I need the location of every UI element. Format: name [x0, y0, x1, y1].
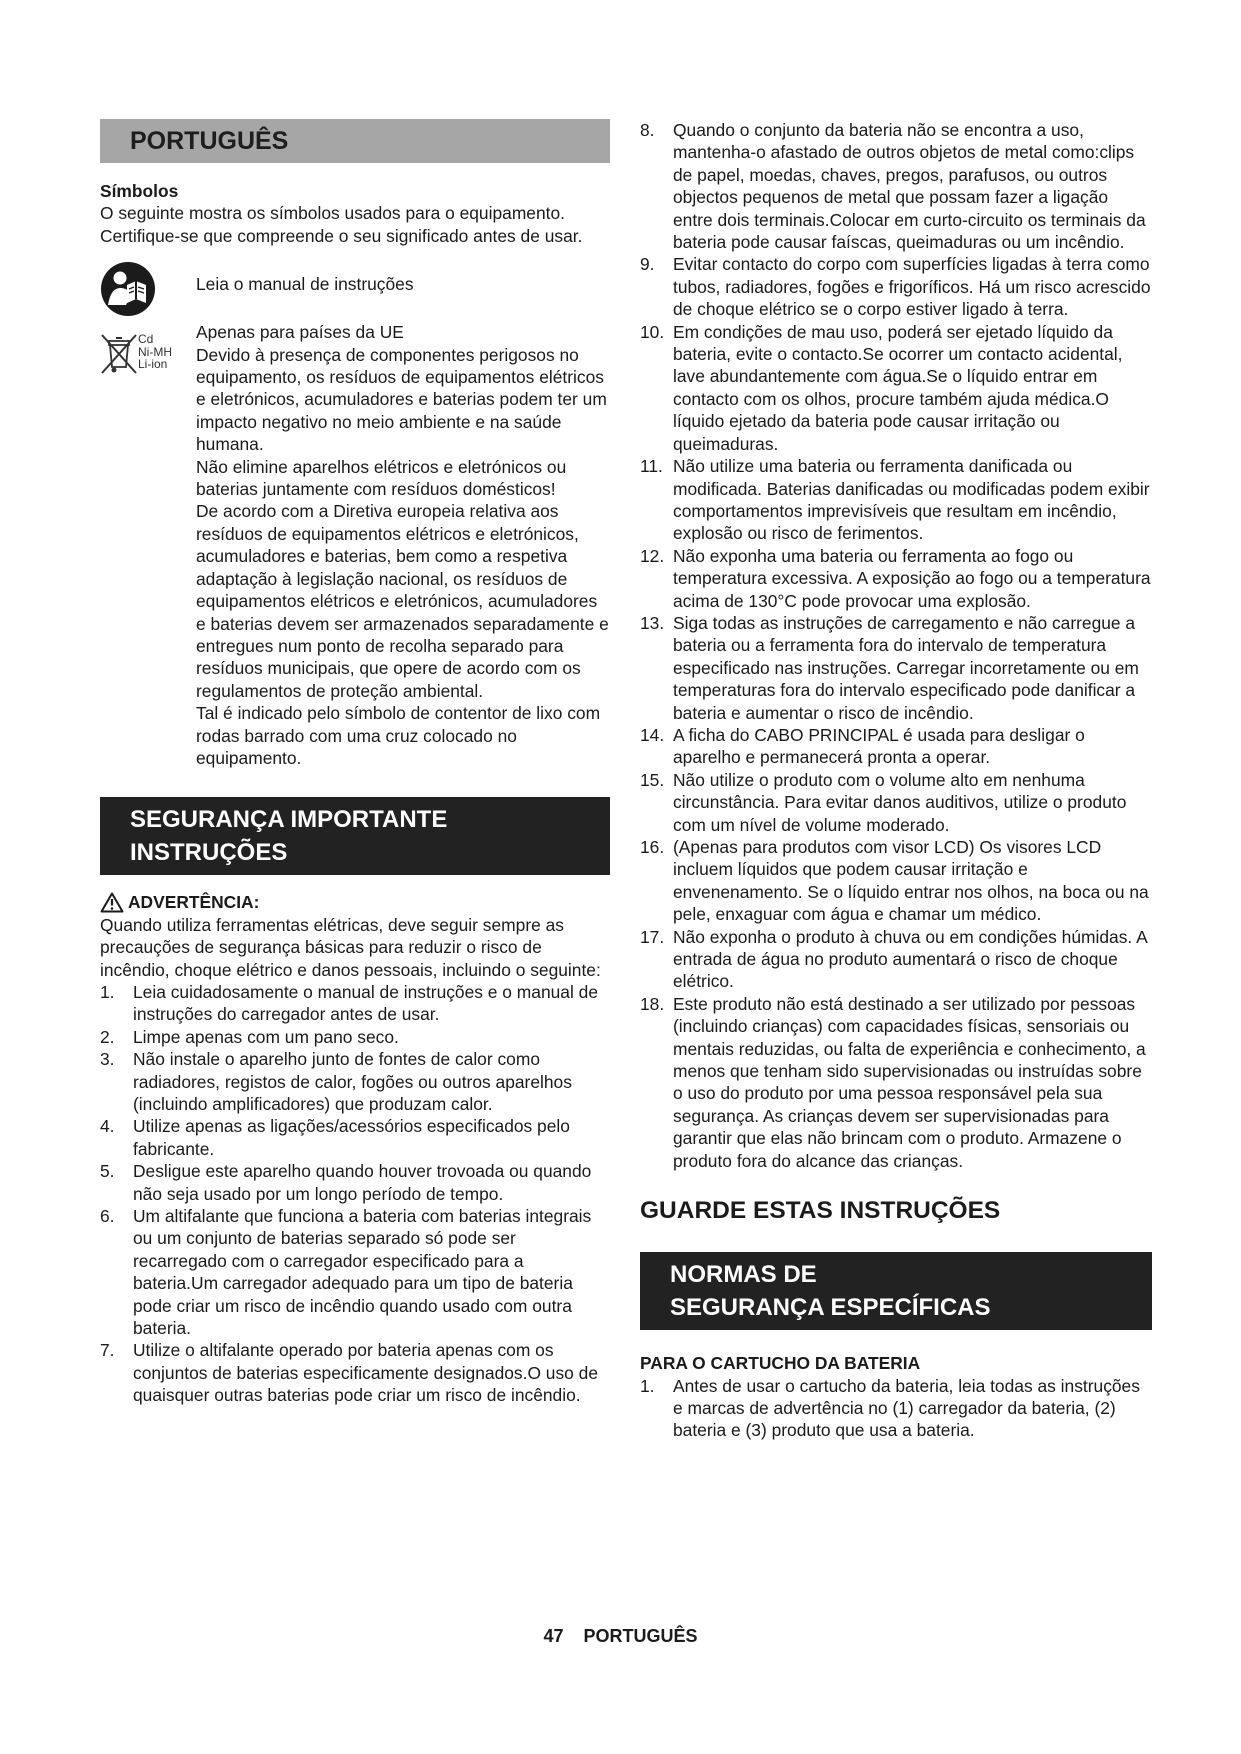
band-line: SEGURANÇA ESPECÍFICAS: [670, 1294, 991, 1322]
list-item: 4. Utilize apenas as ligações/acessórios especificados pelo fabricante.: [100, 1116, 570, 1159]
weee-label-cd: Cd: [138, 332, 154, 347]
safety-list-left: [100, 981, 610, 1407]
weee-symbol-row: [100, 322, 610, 769]
symbols-intro: O seguinte mostra os símbolos usados para o equipamento. Certifique-se que compreende o seu significado antes de usar.: [100, 203, 583, 246]
list-item: 2. Limpe apenas com um pano seco.: [100, 1026, 399, 1047]
list-item: 9. Evitar contacto do corpo com superfícies ligadas à terra como tubos, radiadores, fogões e frigoríficos. Há um risco acrescido de choque elétrico se o corpo estiver ligado à terra.: [640, 254, 1151, 320]
right-column: [640, 119, 1152, 1442]
battery-list: [640, 1375, 1152, 1442]
battery-cartridge-heading: PARA O CARTUCHO DA BATERIA: [640, 1353, 921, 1374]
list-item: 1. Leia cuidadosamente o manual de instruções e o manual de instruções do carregador antes de usar.: [100, 981, 599, 1025]
weee-heading: Apenas para países da UE: [196, 322, 404, 343]
band-line: INSTRUÇÕES: [130, 839, 288, 867]
read-manual-text: Leia o manual de instruções: [196, 274, 414, 295]
page-number: 47: [543, 1626, 564, 1646]
warning-label: ADVERTÊNCIA:: [128, 892, 260, 913]
list-item: 12. Não exponha uma bateria ou ferramenta ao fogo ou temperatura excessiva. A exposição ao fogo ou a temperatura acima de 130°C pode provocar uma explosão.: [640, 545, 1151, 611]
save-instructions-title: GUARDE ESTAS INSTRUÇÕES: [640, 1197, 1001, 1225]
warning-heading: [100, 891, 610, 913]
symbols-heading: Símbolos: [100, 181, 179, 201]
safety-list-right: [640, 119, 1152, 1172]
language-title: PORTUGUÊS: [130, 127, 289, 155]
weee-battery-type-labels: [138, 333, 172, 371]
weee-crossed-bin-icon: [100, 333, 196, 769]
weee-paragraph: De acordo com a Diretiva europeia relativa aos resíduos de equipamentos elétricos e eletrónicos, acumuladores e baterias, bem como a respetiva adaptação à legislação nacional, os resíduos de equipamentos elétricos e eletrónicos, acumuladores e baterias devem ser armazenados separadamente e entregues num ponto de recolha separado para resíduos municipais, que opere de acordo com os regulamentos de proteção ambiental.: [196, 501, 609, 701]
weee-label-nimh: Ni-MH: [138, 344, 172, 359]
list-item: 18. Este produto não está destinado a ser utilizado por pessoas (incluindo crianças) com capacidades físicas, sensoriais ou mentais reduzidas, ou falta de experiência e conhecimento, a menos que tenham sido supervisionadas ou instruídas sobre o uso do produto por uma pessoa responsável pela sua segurança. As crianças devem ser supervisionadas para garantir que elas não brincam com o produto. Armazene o produto fora do alcance das crianças.: [640, 993, 1146, 1171]
weee-text: [196, 321, 610, 769]
weee-label-liion: Li-ion: [138, 357, 168, 372]
manual-symbol-row: [100, 261, 610, 319]
list-item: 15. Não utilize o produto com o volume alto em nenhuma circunstância. Para evitar danos auditivos, utilize o produto com um nível de volume moderado.: [640, 769, 1127, 835]
weee-paragraph: Devido à presença de componentes perigosos no equipamento, os resíduos de equipamentos elétricos e eletrónicos, acumuladores e baterias podem ter um impacto negativo no meio ambiente e na saúde humana.: [196, 344, 607, 455]
warning-intro: Quando utiliza ferramentas elétricas, deve seguir sempre as precauções de segurança básicas para reduzir o risco de incêndio, choque elétrico e danos pessoais, incluindo o seguinte:: [100, 914, 601, 980]
list-item: 5. Desligue este aparelho quando houver trovoada ou quando não seja usado por um longo período de tempo.: [100, 1161, 592, 1204]
list-item: 8. Quando o conjunto da bateria não se encontra a uso, mantenha-o afastado de outros objetos de metal como:clips de papel, moedas, chaves, pregos, parafusos, ou outros objectos pequenos de metal que possam fazer a ligação entre dois terminais.Colocar em curto-circuito os terminais da bateria pode causar faíscas, queimaduras ou um incêndio.: [640, 120, 1146, 253]
list-item: 17. Não exponha o produto à chuva ou em condições húmidas. A entrada de água no produto aumentará o risco de choque elétrico.: [640, 926, 1147, 992]
list-item: 10. Em condições de mau uso, poderá ser ejetado líquido da bateria, evite o contacto.Se ocorrer um contacto acidental, lave abundantemente com água.Se o líquido entrar em contacto com os olhos, procure também ajuda médica.O líquido ejetado da bateria pode causar irritação ou queimaduras.: [640, 321, 1123, 454]
language-header-band: [100, 119, 610, 163]
page-footer: [0, 1625, 1241, 1647]
read-manual-icon: [100, 261, 196, 319]
list-item: 3. Não instale o aparelho junto de fontes de calor como radiadores, registos de calor, fogões ou outros aparelhos (incluindo amplificadores) que produzam calor.: [100, 1049, 572, 1114]
list-item: 11. Não utilize uma bateria ou ferramenta danificada ou modificada. Baterias danificadas ou modificadas podem exibir comportamentos imprevisíveis que resultam em incêndio, explosão ou risco de ferimentos.: [640, 456, 1150, 544]
weee-paragraph: Não elimine aparelhos elétricos e eletrónicos ou baterias juntamente com resíduos domésticos!: [196, 456, 567, 500]
footer-language: PORTUGUÊS: [583, 1626, 698, 1646]
band-line: NORMAS DE: [670, 1261, 817, 1289]
list-item: 7. Utilize o altifalante operado por bateria apenas com os conjuntos de baterias especificamente designados.O uso de quaisquer outras baterias pode criar um risco de incêndio.: [100, 1340, 599, 1406]
list-item: 16. (Apenas para produtos com visor LCD) Os visores LCD incluem líquidos que podem causar irritação e envenenamento. Se o líquido entrar nos olhos, na boca ou na pele, enxaguar com água e chamar um médico.: [640, 837, 1149, 925]
list-item: 6. Um altifalante que funciona a bateria com baterias integrais ou um conjunto de baterias separado só pode ser recarregado com o carregador especificado para a bateria.Um carregador adequado para um tipo de bateria pode criar um risco de incêndio quando usado com outra bateria.: [100, 1206, 592, 1339]
list-item: 1. Antes de usar o cartucho da bateria, leia todas as instruções e marcas de advertência no (1) carregador da bateria, (2) bateria e (3) produto que usa a bateria.: [640, 1375, 1140, 1441]
list-item: 14. A ficha do CABO PRINCIPAL é usada para desligar o aparelho e permanecerá pronta a operar.: [640, 724, 1085, 768]
band-line: SEGURANÇA IMPORTANTE: [130, 806, 448, 834]
left-column: [100, 119, 610, 1407]
weee-paragraph: Tal é indicado pelo símbolo de contentor de lixo com rodas barrado com uma cruz colocado no equipamento.: [196, 703, 601, 768]
important-safety-band: [100, 797, 610, 875]
specific-safety-band: [640, 1252, 1152, 1330]
warning-triangle-icon: [100, 892, 124, 913]
list-item: 13. Siga todas as instruções de carregamento e não carregue a bateria ou a ferramenta fora do intervalo de temperatura especificado nas instruções. Carregar incorretamente ou em temperaturas fora do intervalo especificado pode danificar a bateria e aumentar o risco de incêndio.: [640, 612, 1139, 723]
